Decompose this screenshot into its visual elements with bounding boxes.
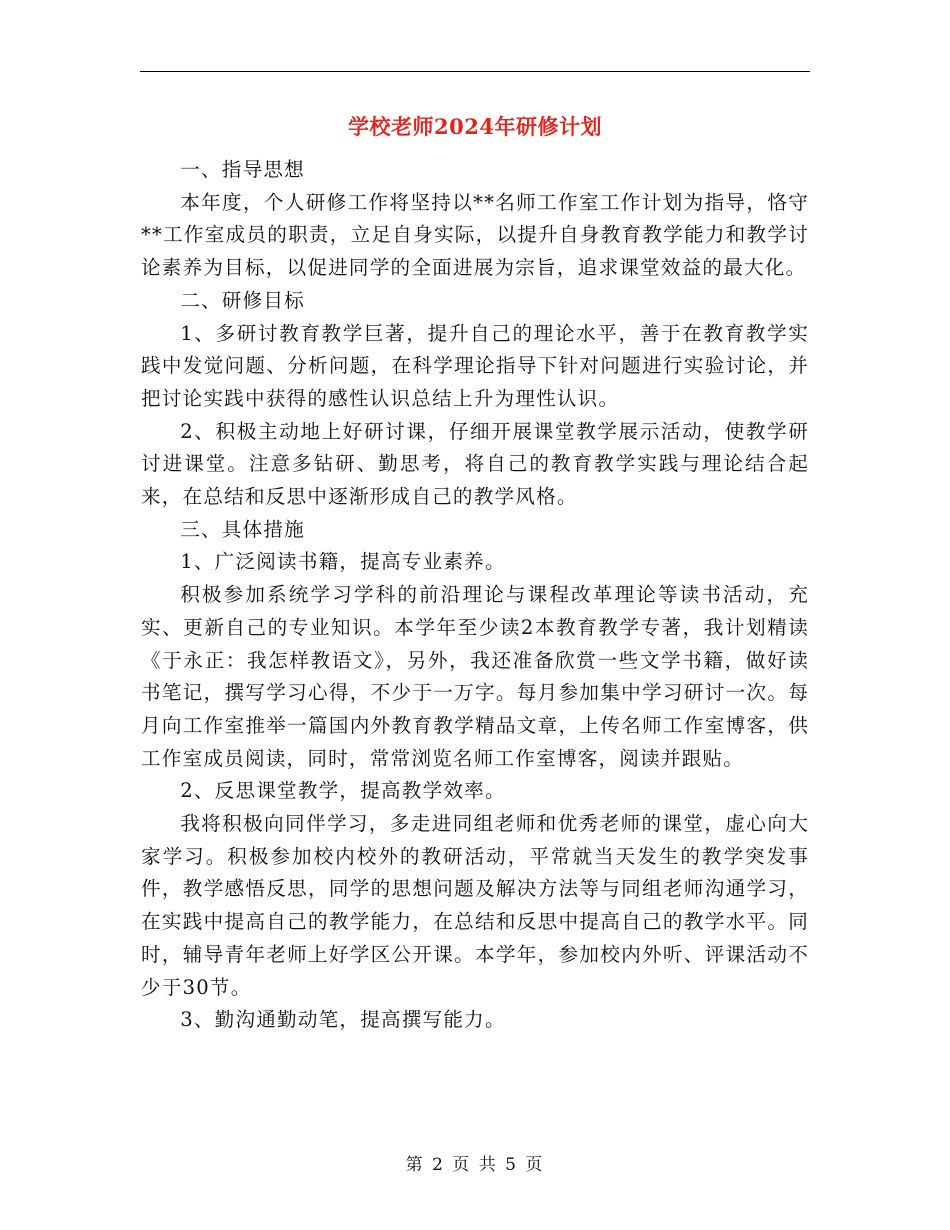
section-heading-guiding-ideology: 一、指导思想 (180, 158, 305, 181)
document-body (141, 154, 809, 1037)
paragraph-reflection: 我将积极向同伴学习，多走进同组老师和优秀老师的课堂，虚心向大家学习。积极参加校内校外的教研活动，平常就当天发生的教学突发事件，教学感悟反思，同学的思想问题及解决方法等与同组老师沟通学习，在实践中提高自己的教学能力，在总结和反思中提高自己的教学水平。同时，辅导青年老师上好学区公开课。本学年，参加校内外听、评课活动不少于30节。 (141, 812, 809, 999)
paragraph-goal-2: 2、积极主动地上好研讨课，仔细开展课堂教学展示活动，使教学研讨进课堂。注意多钻研、勤思考，将自己的教育教学实践与理论结合起来，在总结和反思中逐渐形成自己的教学风格。 (141, 419, 809, 509)
section-heading-study-goals: 二、研修目标 (180, 288, 305, 312)
subheading-writing: 3、勤沟通勤动笔，提高撰写能力。 (180, 1008, 506, 1032)
paragraph-goal-1: 1、多研讨教育教学巨著，提升自己的理论水平，善于在教育教学实践中发觉问题、分析问题，在科学理论指导下针对问题进行实验讨论，并把讨论实践中获得的感性认识总结上升为理性认识。 (141, 321, 809, 410)
document-title: 学校老师2024年研修计划 (348, 114, 602, 139)
header-rule (140, 71, 810, 72)
section-heading-specific-measures: 三、具体措施 (180, 517, 305, 541)
paragraph-reading: 积极参加系统学习学科的前沿理论与课程改革理论等读书活动，充实、更新自己的专业知识。本学年至少读2本教育教学专著，我计划精读《于永正：我怎样教语文》，另外，我还准备欣赏一些文学书籍，做好读书笔记，撰写学习心得，不少于一万字。每月参加集中学习研讨一次。每月向工作室推举一篇国内外教育教学精品文章，上传名师工作室博客，供工作室成员阅读，同时，常常浏览名师工作室博客，阅读并跟贴。 (141, 583, 809, 770)
paragraph-guiding-ideology: 本年度，个人研修工作将坚持以**名师工作室工作计划为指导，恪守**工作室成员的职责，立足自身实际，以提升自身教育教学能力和教学讨论素养为目标，以促进同学的全面进展为宗旨，追求课堂效益的最大化。 (141, 190, 809, 280)
subheading-reflection: 2、反思课堂教学，提高教学效率。 (180, 779, 506, 803)
page-number-footer: 第 2 页 共 5 页 (405, 1155, 545, 1175)
subheading-reading: 1、广泛阅读书籍，提高专业素养。 (180, 550, 506, 574)
